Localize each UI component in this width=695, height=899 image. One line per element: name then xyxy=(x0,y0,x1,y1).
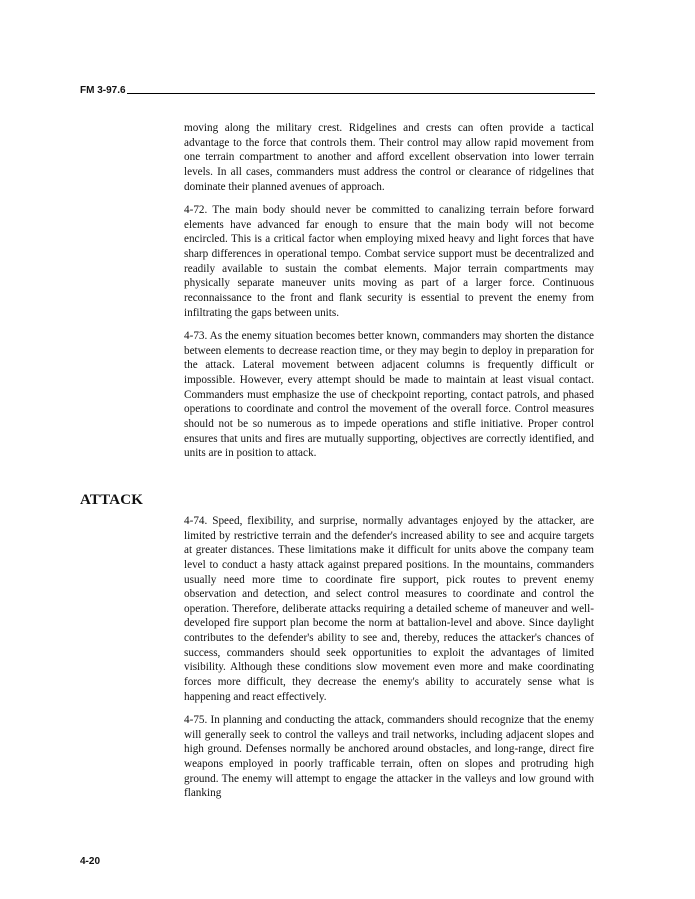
page-header xyxy=(80,83,595,97)
paragraph-4-73: 4-73. As the enemy situation becomes better known, commanders may shorten the distance between elements to decrease reaction time, or they may begin to deploy in preparation for the attack. Lateral movement between adjacent columns is frequently difficult or impossible. However, every attempt should be made to maintain at least visual contact. Commanders must emphasize the use of checkpoint reporting, contact patrols, and phased operations to coordinate and control the movement of the overall force. Control measures should not be so numerous as to impede operations and stifle initiative. Proper control ensures that units and fires are mutually supporting, objectives are correctly identified, and units are in position to attack. xyxy=(184,330,594,460)
document-id: FM 3-97.6 xyxy=(80,85,126,96)
body-text-upper xyxy=(184,121,594,461)
paragraph-4-72: 4-72. The main body should never be committed to canalizing terrain before forward elements have advanced far enough to ensure that the main body will not become encircled. This is a critical factor when employing mixed heavy and light forces that have sharp differences in operational tempo. Combat service support must be decentralized and readily available to sustain the combat elements. Major terrain compartments may physically separate maneuver units moving as part of a larger force. Continuous reconnaissance to the front and flank security is essential to prevent the enemy from infiltrating the gaps between units. xyxy=(184,204,594,319)
paragraph-continued: moving along the military crest. Ridgelines and crests can often provide a tactical advantage to the force that controls them. Their control may allow rapid movement from one terrain compartment to another and afford excellent observation into lower terrain levels. In all cases, commanders must address the control or clearance of ridgelines that dominate their planned avenues of approach. xyxy=(184,122,594,193)
body-text-lower xyxy=(184,514,594,801)
page-number: 4-20 xyxy=(80,856,101,867)
paragraph-4-74: 4-74. Speed, flexibility, and surprise, normally advantages enjoyed by the attacker, are limited by restrictive terrain and the defender's increased ability to see and acquire targets at greater distances. These limitations make it difficult for units above the company team level to conduct a hasty attack against prepared positions. In the mountains, commanders usually need more time to coordinate fire support, pick routes to prevent enemy observation and detection, and select control measures to coordinate and control the operation. Therefore, deliberate attacks requiring a detailed scheme of maneuver and well-developed fire support plan become the norm at battalion-level and above. Since daylight contributes to the defender's ability to see and, thereby, reduces the attacker's chances of success, commanders should seek opportunities to exploit the advantages of limited visibility. Although these conditions slow movement even more and make coordinating forces more difficult, they decrease the enemy's ability to accurately sense what is happening and react effectively. xyxy=(184,515,594,703)
paragraph-4-75: 4-75. In planning and conducting the attack, commanders should recognize that the enemy will generally seek to control the valleys and trail networks, including adjacent slopes and high ground. Defenses normally be anchored around obstacles, and long-range, direct fire weapons employed in poorly trafficable terrain, often on slopes and protruding high ground. The enemy will attempt to engage the attacker in the valleys and low ground with flanking xyxy=(184,714,594,800)
header-rule xyxy=(127,93,595,94)
section-heading-attack: ATTACK xyxy=(80,492,144,508)
